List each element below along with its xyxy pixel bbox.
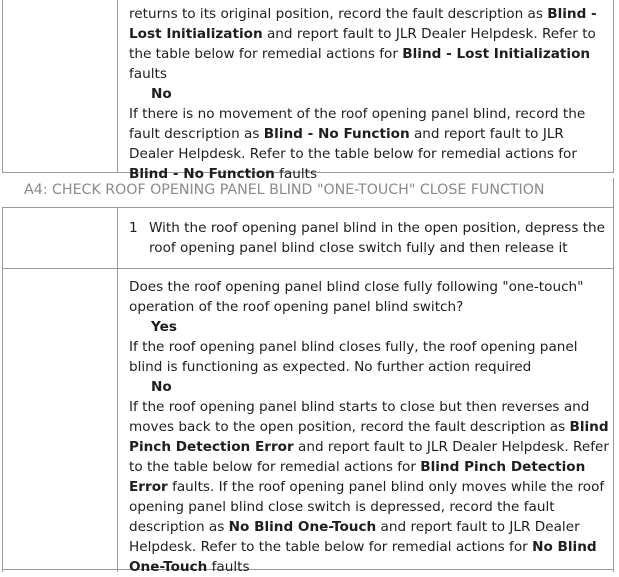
text: returns to its original position, record the fault description as [129, 6, 548, 22]
text: faults [207, 559, 250, 575]
section-heading: A4: CHECK ROOF OPENING PANEL BLIND "ONE-TOUCH" CLOSE FUNCTION [24, 182, 545, 198]
table-left-border [2, 207, 3, 572]
no-label [129, 84, 611, 104]
no-label [129, 377, 611, 397]
no-answer: No [151, 86, 172, 102]
row-divider [2, 268, 614, 269]
column-divider [117, 0, 118, 173]
text: faults [274, 166, 318, 182]
fault-code: Blind Pinch Detection Error [129, 419, 609, 455]
text: If the roof opening panel blind starts to close but then reverses and moves back to the open position, record the fault description as [129, 399, 590, 435]
fault-code: Blind - No Function [263, 126, 410, 142]
yes-label [129, 317, 611, 337]
fault-code: Blind - Lost Initialization [129, 6, 597, 42]
lost-initialization-paragraph [129, 4, 611, 84]
text: and report fault to JLR Dealer Helpdesk. Refer to the table below for remedial actions for [129, 126, 577, 162]
fault-code: Blind Pinch Detection Error [129, 459, 586, 495]
fault-code: Blind - Lost Initialization [402, 46, 591, 62]
question-paragraph: Does the roof opening panel blind close fully following "one-touch" operation of the roof opening panel blind switch? [129, 279, 584, 315]
text: and report fault to JLR Dealer Helpdesk. Refer to the table below for remedial actions for [129, 519, 580, 555]
step-item [129, 218, 611, 258]
text: faults. If the roof opening panel blind only moves while the roof opening panel blind close switch is depressed, record the fault description as [129, 479, 605, 535]
procedure-table [2, 0, 614, 575]
text: and report fault to JLR Dealer Helpdesk. Refer to the table below for remedial actions for [129, 26, 596, 62]
table-right-border [613, 0, 614, 173]
no-function-paragraph [129, 104, 611, 184]
table-left-border [2, 0, 3, 173]
no-paragraph [129, 397, 611, 577]
yes-paragraph: If the roof opening panel blind closes fully, the roof opening panel blind is functioning as expected. No further action required [129, 339, 578, 375]
fault-code: No Blind One-Touch [129, 539, 597, 575]
text: If there is no movement of the roof opening panel blind, record the fault description as [129, 106, 586, 142]
step-text: With the roof opening panel blind in the open position, depress the roof opening panel blind close switch fully and then release it [149, 220, 606, 256]
column-divider [117, 207, 118, 572]
fault-code: Blind - No Function [129, 166, 275, 182]
table-right-border [613, 178, 614, 208]
step-number: 1 [129, 220, 138, 236]
fault-code: No Blind One-Touch [228, 519, 377, 535]
text: and report fault to JLR Dealer Helpdesk. Refer to the table below for remedial actions for [129, 439, 609, 475]
result-cell-a3 [129, 4, 611, 184]
result-cell-a4 [129, 277, 611, 577]
row-divider [2, 207, 614, 208]
table-right-border [613, 207, 614, 572]
yes-answer: Yes [151, 319, 177, 335]
no-answer: No [151, 379, 172, 395]
step-cell [129, 218, 611, 258]
text: faults [129, 66, 167, 82]
